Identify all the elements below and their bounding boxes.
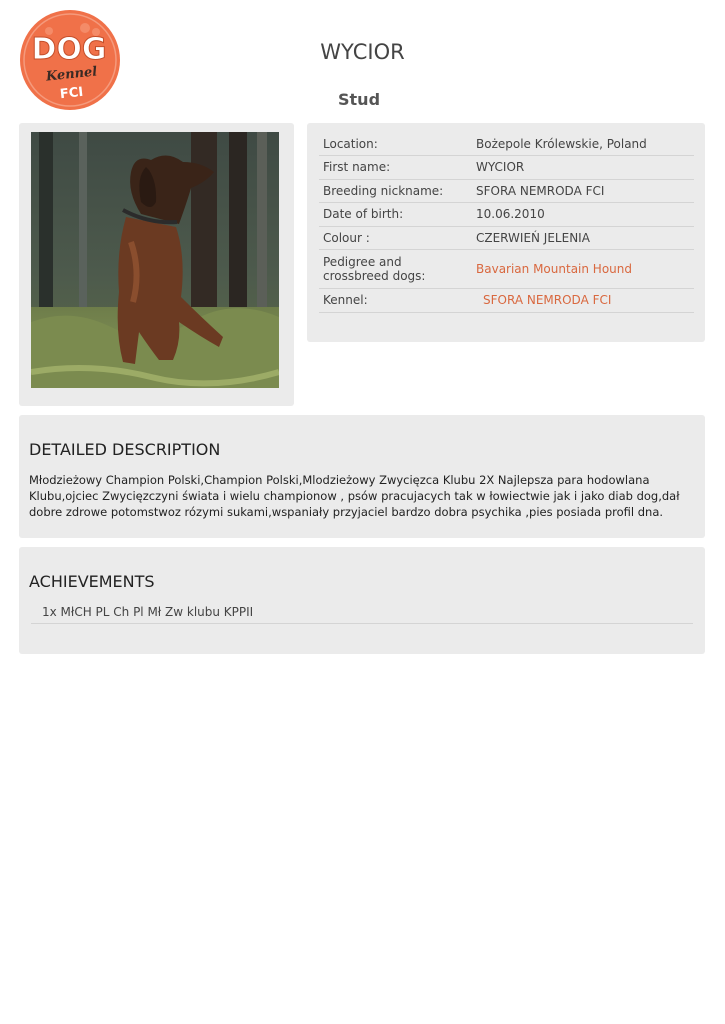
achievements-title: ACHIEVEMENTS	[29, 572, 155, 591]
info-value: Bożepole Królewskie, Poland	[470, 132, 694, 156]
info-row-breeding-nickname	[319, 179, 694, 203]
info-label: Breeding nickname:	[319, 179, 470, 203]
kennel-link[interactable]: SFORA NEMRODA FCI	[483, 293, 612, 308]
info-label: Colour :	[319, 226, 470, 250]
page-title: WYCIOR	[320, 40, 405, 64]
dog-photo[interactable]	[31, 132, 279, 388]
info-row-kennel	[319, 289, 694, 313]
logo-text-kennel: Kennel	[45, 64, 98, 85]
info-row-date-of-birth	[319, 203, 694, 227]
logo-text-dog: DOG	[31, 32, 107, 67]
info-label: Pedigree and crossbreed dogs:	[319, 250, 470, 289]
achievements-panel	[19, 547, 705, 654]
achievements-list	[31, 603, 693, 624]
achievement-item: 1x MłCH PL Ch Pl Mł Zw klubu KPPII	[31, 603, 693, 624]
breed-link[interactable]: Bavarian Mountain Hound	[476, 262, 632, 276]
info-row-first-name	[319, 156, 694, 180]
info-value: CZERWIEŃ JELENIA	[470, 226, 694, 250]
info-row-location	[319, 132, 694, 156]
info-table	[319, 132, 694, 313]
info-label: Date of birth:	[319, 203, 470, 227]
description-text: Młodzieżowy Champion Polski,Champion Polski,Mlodzieżowy Zwycięzca Klubu 2X Najlepsza para hodowlana Klubu,ojciec Zwycięzczyni świata i wielu championow , psów pracujacych tak w łowiectwie jak i jako diab dog,dał dobre zdrowe potomstwoz rózymi sukami,wspaniały przyjaciel bardzo dobra psychika ,pies posiada profil dna.	[29, 473, 680, 519]
info-value: 10.06.2010	[470, 203, 694, 227]
info-row-colour	[319, 226, 694, 250]
info-value: SFORA NEMRODA FCI	[470, 179, 694, 203]
info-label: Location:	[319, 132, 470, 156]
info-label: Kennel:	[319, 289, 470, 313]
info-label: First name:	[319, 156, 470, 180]
page-subtitle: Stud	[338, 90, 381, 109]
logo-text-fci: FCI	[59, 84, 84, 103]
info-value: WYCIOR	[470, 156, 694, 180]
description-title: DETAILED DESCRIPTION	[29, 440, 221, 459]
info-panel	[307, 123, 705, 342]
description-panel	[19, 415, 705, 538]
info-row-pedigree	[319, 250, 694, 289]
photo-panel	[19, 123, 294, 406]
